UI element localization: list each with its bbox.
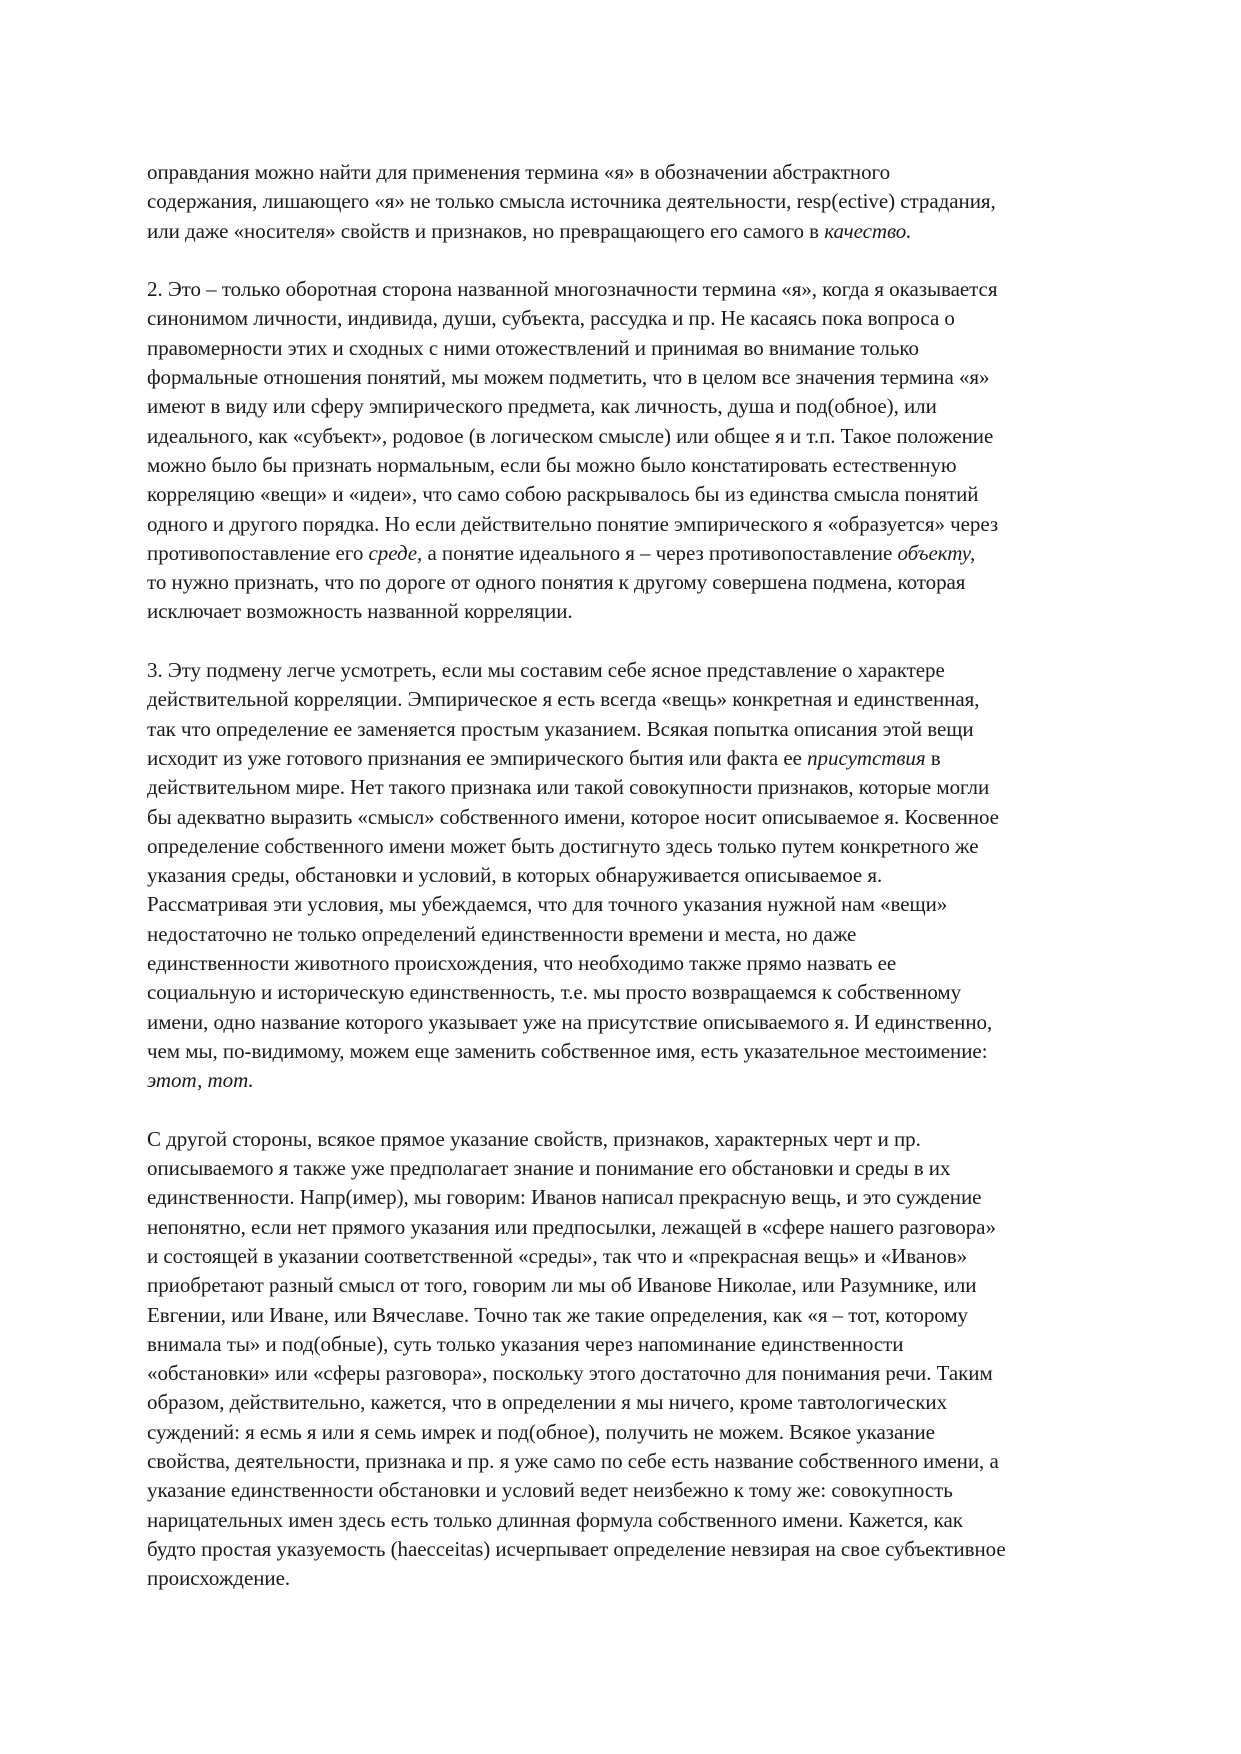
text-line <box>147 920 1107 949</box>
text-line <box>147 1564 1107 1593</box>
text-run: указание единственности обстановки и условий ведет неизбежно к тому же: совокупность <box>147 1478 953 1503</box>
text-run: синонимом личности, индивида, души, субъекта, рассудка и пр. Не касаясь пока вопроса о <box>147 306 955 331</box>
text-run: чем мы, по-видимому, можем еще заменить собственное имя, есть указательное местоимение: <box>147 1038 988 1063</box>
text-run: происхождение. <box>147 1566 291 1591</box>
italic-text: качество. <box>824 218 912 243</box>
text-line <box>147 715 1107 744</box>
text-line <box>147 539 1107 568</box>
text-line <box>147 1301 1107 1330</box>
text-line <box>147 304 1107 333</box>
text-line <box>147 1125 1107 1154</box>
text-line <box>147 510 1107 539</box>
text-line <box>147 363 1107 392</box>
text-line <box>147 949 1107 978</box>
text-line <box>147 480 1107 509</box>
text-line <box>147 1418 1107 1447</box>
text-line <box>147 861 1107 890</box>
text-run: социальную и историческую единственность, т.е. мы просто возвращаемся к собственному <box>147 980 962 1005</box>
text-line <box>147 451 1107 480</box>
text-run: исходит из уже готового признания ее эмпирического бытия или факта ее <box>147 745 808 770</box>
text-line <box>147 890 1107 919</box>
text-line <box>147 217 1107 246</box>
paragraph <box>147 275 1107 627</box>
text-line <box>147 597 1107 626</box>
text-run: действительной корреляции. Эмпирическое я есть всегда «вещь» конкретная и единственная, <box>147 687 980 712</box>
text-run: так что определение ее заменяется простым указанием. Всякая попытка описания этой вещи <box>147 716 974 741</box>
text-run: имеют в виду или сферу эмпирического предмета, как личность, душа и под(обное), или <box>147 394 937 419</box>
text-line <box>147 656 1107 685</box>
text-run: бы адекватно выразить «смысл» собственного имени, которое носит описываемое я. Косвенное <box>147 804 999 829</box>
text-run: определение собственного имени может быть достигнуто здесь только путем конкретного же <box>147 833 979 858</box>
text-run: одного и другого порядка. Но если действительно понятие эмпирического я «образуется» через <box>147 511 999 536</box>
italic-text: среде, <box>368 540 423 565</box>
text-line <box>147 1476 1107 1505</box>
text-line <box>147 832 1107 861</box>
text-run: можно было бы признать нормальным, если бы можно было констатировать естественную <box>147 452 957 477</box>
text-run: Евгении, или Иване, или Вячеславе. Точно так же такие определения, как «я – тот, которому <box>147 1302 969 1327</box>
text-run: единственности. Напр(имер), мы говорим: Иванов написал прекрасную вещь, и это суждение <box>147 1185 982 1210</box>
text-run: Рассматривая эти условия, мы убеждаемся, что для точного указания нужной нам «вещи» <box>147 892 948 917</box>
text-run: описываемого я также уже предполагает знание и понимание его обстановки и среды в их <box>147 1156 951 1181</box>
italic-text: объекту, <box>897 540 976 565</box>
paragraph <box>147 158 1107 246</box>
text-run: и состоящей в указании соответственной «среды», так что и «прекрасная вещь» и «Иванов» <box>147 1243 968 1268</box>
text-line <box>147 1359 1107 1388</box>
text-line <box>147 275 1107 304</box>
text-line <box>147 1535 1107 1564</box>
text-run: недостаточно не только определений единственности времени и места, но даже <box>147 921 857 946</box>
text-line <box>147 187 1107 216</box>
text-line <box>147 685 1107 714</box>
text-line <box>147 1037 1107 1066</box>
text-run: или даже «носителя» свойств и признаков, но превращающего его самого в <box>147 218 825 243</box>
text-run: формальные отношения понятий, мы можем подметить, что в целом все значения термина «я» <box>147 365 990 390</box>
text-line <box>147 158 1107 187</box>
text-run: приобретают разный смысл от того, говорим ли мы об Иванове Николае, или Разумнике, или <box>147 1273 977 1298</box>
text-run: имени, одно название которого указывает уже на присутствие описываемого я. И единственно, <box>147 1009 993 1034</box>
text-line <box>147 1330 1107 1359</box>
text-run: то нужно признать, что по дороге от одного понятия к другому совершена подмена, которая <box>147 570 966 595</box>
text-line <box>147 1066 1107 1095</box>
italic-text: этот, тот. <box>147 1068 254 1093</box>
text-line <box>147 1388 1107 1417</box>
text-line <box>147 773 1107 802</box>
text-run: будто простая указуемость (haecceitas) исчерпывает определение невзирая на свое субъективное <box>147 1536 1006 1561</box>
text-run: образом, действительно, кажется, что в определении я мы ничего, кроме тавтологических <box>147 1390 948 1415</box>
text-line <box>147 1213 1107 1242</box>
text-run: единственности животного происхождения, что необходимо также прямо назвать ее <box>147 951 897 976</box>
text-line <box>147 1154 1107 1183</box>
paragraph <box>147 656 1107 1095</box>
text-run: исключает возможность названной корреляции. <box>147 599 573 624</box>
text-run: С другой стороны, всякое прямое указание свойств, признаков, характерных черт и пр. <box>147 1126 921 1151</box>
text-run: правомерности этих и сходных с ними отожествлений и принимая во внимание только <box>147 335 919 360</box>
italic-text: присутствия <box>807 745 926 770</box>
text-run: внимала ты» и под(обные), суть только указания через напоминание единственности <box>147 1331 904 1356</box>
text-line <box>147 1271 1107 1300</box>
text-run: свойства, деятельности, признака и пр. я уже само по себе есть название собственного имени, а <box>147 1449 999 1474</box>
text-run: содержания, лишающего «я» не только смысла источника деятельности, resp(ective) страдания, <box>147 189 996 214</box>
text-run: а понятие идеального я – через противопоставление <box>422 540 898 565</box>
text-run: оправдания можно найти для применения термина «я» в обозначении абстрактного <box>147 160 891 184</box>
text-line <box>147 568 1107 597</box>
text-run: корреляцию «вещи» и «идеи», что само собою раскрывалось бы из единства смысла понятий <box>147 482 979 507</box>
text-line <box>147 1447 1107 1476</box>
text-line <box>147 744 1107 773</box>
text-line <box>147 334 1107 363</box>
text-line <box>147 1242 1107 1271</box>
document-body <box>147 158 1107 1623</box>
text-line <box>147 1183 1107 1212</box>
text-run: непонятно, если нет прямого указания или предпосылки, лежащей в «сфере нашего разговора» <box>147 1214 996 1239</box>
text-line <box>147 1506 1107 1535</box>
text-run: нарицательных имен здесь есть только длинная формула собственного имени. Кажется, как <box>147 1507 963 1532</box>
text-run: 2. Это – только оборотная сторона названной многозначности термина «я», когда я оказывается <box>147 277 998 302</box>
text-line <box>147 978 1107 1007</box>
text-line <box>147 392 1107 421</box>
text-run: в <box>925 745 941 770</box>
text-run: указания среды, обстановки и условий, в которых обнаруживается описываемое я. <box>147 863 883 888</box>
text-run: суждений: я есмь я или я семь имрек и под(обное), получить не можем. Всякое указание <box>147 1419 935 1444</box>
text-line <box>147 1008 1107 1037</box>
text-line <box>147 422 1107 451</box>
text-run: действительном мире. Нет такого признака или такой совокупности признаков, которые могли <box>147 775 990 800</box>
text-line <box>147 803 1107 832</box>
paragraph <box>147 1125 1107 1594</box>
text-run: противопоставление его <box>147 540 369 565</box>
text-run: «обстановки» или «сферы разговора», поскольку этого достаточно для понимания речи. Таким <box>147 1361 993 1386</box>
text-run: идеального, как «субъект», родовое (в логическом смысле) или общее я и т.п. Такое положение <box>147 423 994 448</box>
text-run: 3. Эту подмену легче усмотреть, если мы составим себе ясное представление о характере <box>147 658 945 683</box>
